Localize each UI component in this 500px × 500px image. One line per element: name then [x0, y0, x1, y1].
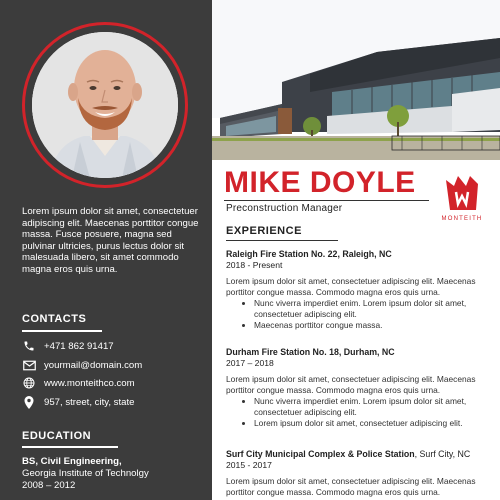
- experience-item-description: Lorem ipsum dolor sit amet, consectetuer adipiscing elit. Maecenas porttitor congue massa. Commodo magna eros quis urna.: [226, 476, 476, 497]
- experience-item: [226, 449, 488, 498]
- globe-icon: [22, 376, 36, 390]
- main-content: [212, 0, 500, 500]
- experience-item: [226, 249, 488, 331]
- education-entry: [22, 456, 149, 492]
- experience-item-description: Lorem ipsum dolor sit amet, consectetuer adipiscing elit. Maecenas porttitor congue massa. Commodo magna eros quis urna.: [226, 374, 476, 395]
- contact-website[interactable]: [22, 376, 135, 390]
- experience-item-description: Lorem ipsum dolor sit amet, consectetuer adipiscing elit. Maecenas porttitor congue massa. Commodo magna eros quis urna.: [226, 276, 476, 297]
- experience-item-title: [226, 449, 488, 460]
- logo-text: MONTEITH: [441, 216, 483, 222]
- company-logo: [434, 174, 490, 226]
- profile-photo: [32, 32, 178, 178]
- job-title: Preconstruction Manager: [226, 203, 343, 214]
- phone-text: +471 862 91417: [44, 340, 114, 352]
- location-pin-icon: [22, 395, 36, 409]
- website-text: www.monteithco.com: [44, 377, 135, 389]
- bullet-item: • Lorem ipsum dolor sit amet, consectetuer adipiscing elit.: [254, 418, 488, 429]
- sidebar: [0, 0, 212, 500]
- phone-icon: [22, 339, 36, 353]
- contact-email[interactable]: [22, 358, 142, 372]
- experience-item-dates: 2015 - 2017: [226, 460, 272, 470]
- experience-heading: EXPERIENCE: [226, 225, 302, 237]
- experience-item-bullets: [226, 396, 488, 429]
- contact-address: [22, 395, 134, 409]
- bullet-item: • Nunc viverra imperdiet enim. Lorem ipsum dolor sit amet, consectetuer adipiscing elit.: [254, 298, 488, 320]
- person-name: MIKE DOYLE: [224, 166, 416, 199]
- experience-divider: [226, 240, 338, 241]
- education-years: 2008 – 2012: [22, 480, 76, 491]
- contact-phone[interactable]: [22, 339, 114, 353]
- experience-item-title: [226, 249, 488, 260]
- experience-item-dates: 2018 - Present: [226, 260, 283, 270]
- education-degree: BS, Civil Engineering,: [22, 456, 122, 467]
- address-text: 957, street, city, state: [44, 396, 135, 408]
- experience-item-title: [226, 347, 488, 358]
- contacts-heading: CONTACTS: [22, 313, 87, 325]
- bullet-item: • Nunc viverra imperdiet enim. Lorem ipsum dolor sit amet, consectetuer adipiscing elit.: [254, 396, 488, 418]
- education-school: Georgia Institute of Technolgy: [22, 468, 149, 479]
- bullet-item: • Maecenas porttitor congue massa.: [254, 320, 488, 331]
- experience-title-text: Raleigh Fire Station No. 22, Raleigh, NC: [226, 249, 392, 259]
- intro-text: Lorem ipsum dolor sit amet, consectetuer adipiscing elit. Maecenas porttitor congue massa. Fusce posuere, magna sed pulvinar ultricies, purus lectus dolor sit malesuada libero, sit amet commodo magna eros quis urna.: [22, 206, 199, 275]
- education-divider: [22, 446, 118, 448]
- experience-title-text: Durham Fire Station No. 18, Durham, NC: [226, 347, 395, 357]
- experience-title-text: Surf City Municipal Complex & Police Station: [226, 449, 415, 459]
- email-text: yourmail@domain.com: [44, 359, 143, 371]
- name-divider: [224, 200, 429, 201]
- email-icon: [22, 358, 36, 372]
- contacts-divider: [22, 330, 102, 332]
- building-photo: [212, 0, 500, 160]
- experience-item: [226, 347, 488, 429]
- experience-location-text: , Surf City, NC: [414, 449, 471, 459]
- experience-item-dates: 2017 – 2018: [226, 358, 274, 368]
- profile-photo-ring: [22, 22, 188, 188]
- education-heading: EDUCATION: [22, 430, 92, 442]
- experience-item-bullets: [226, 298, 488, 331]
